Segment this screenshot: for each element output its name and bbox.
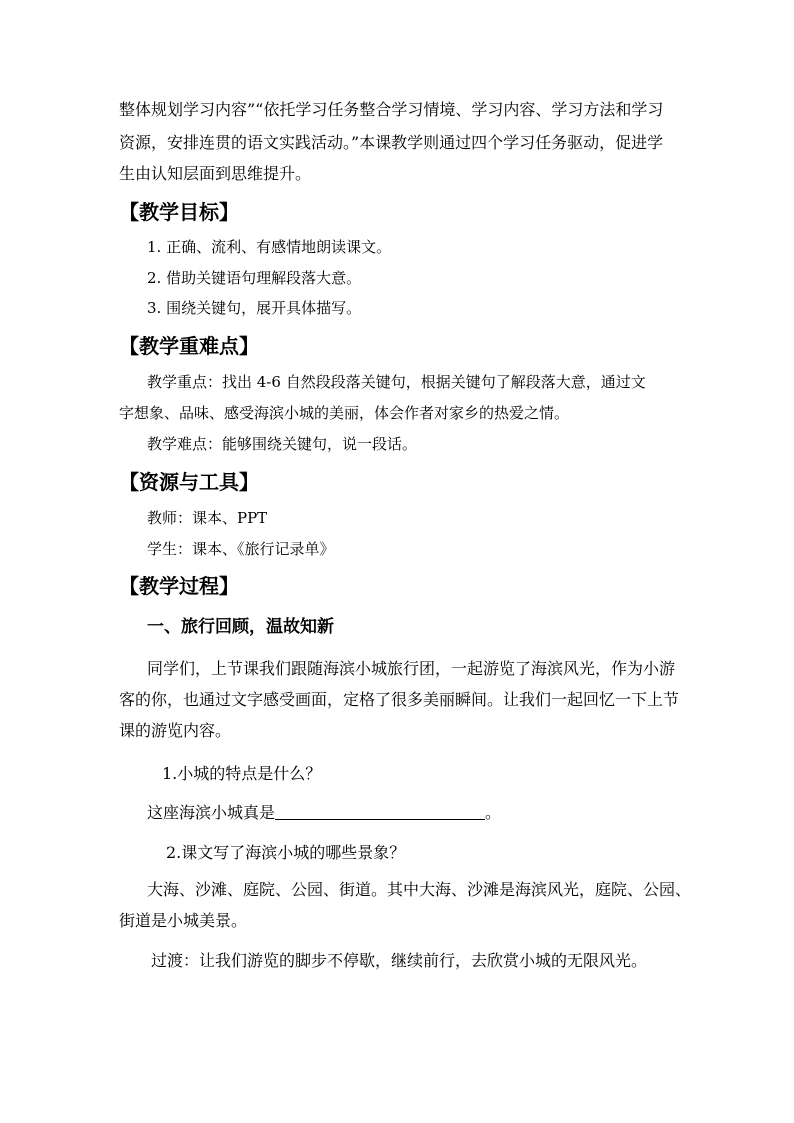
intro-line-1: 整体规划学习内容”“依托学习任务整合学习情境、学习内容、学习方法和学习: [119, 100, 664, 119]
objective-item-2: 2. 借助关键语句理解段落大意。: [147, 269, 362, 287]
resources-teacher: 教师：课本、PPT: [147, 509, 268, 527]
fill-in-suffix: 。: [485, 803, 502, 822]
fill-in-prefix: 这座海滨小城真是: [147, 803, 276, 822]
key-point-line-1: 教学重点：找出 4-6 自然段段落关键句，根据关键句了解段落大意，通过文: [147, 373, 646, 391]
answer-blank[interactable]: [275, 818, 485, 820]
objectives-heading: 【教学目标】: [119, 200, 239, 224]
question-1: 1.小城的特点是什么？: [162, 764, 322, 783]
resources-student: 学生：课本、《旅行记录单》: [147, 540, 335, 558]
objective-item-1: 1. 正确、流利、有感情地朗读课文。: [147, 238, 392, 256]
intro-line-3: 生由认知层面到思维提升。: [119, 164, 312, 183]
transition-text: 过渡：让我们游览的脚步不停歇，继续前行，去欣赏小城的无限风光。: [151, 951, 648, 970]
process-heading: 【教学过程】: [119, 574, 239, 598]
fill-in-blank-line: [147, 803, 501, 823]
key-point-line-2: 字想象、品味、感受海滨小城的美丽，体会作者对家乡的热爱之情。: [119, 404, 570, 422]
objective-item-3: 3. 围绕关键句，展开具体描写。: [147, 299, 362, 317]
section-1-para-line-3: 课的游览内容。: [119, 721, 232, 740]
section-1-para-line-1: 同学们，上节课我们跟随海滨小城旅行团，一起游览了海滨风光，作为小游: [147, 659, 676, 678]
answer-line-2: 街道是小城美景。: [119, 911, 248, 930]
key-difficult-heading: 【教学重难点】: [119, 334, 259, 358]
answer-line-1: 大海、沙滩、庭院、公园、街道。其中大海、沙滩是海滨风光，庭院、公园、: [147, 880, 692, 899]
question-2: 2.课文写了海滨小城的哪些景象？: [166, 843, 406, 862]
difficult-point: 教学难点：能够围绕关键句，说一段话。: [147, 435, 418, 453]
intro-line-2: 资源，安排连贯的语文实践活动。”本课教学则通过四个学习任务驱动，促进学: [119, 133, 664, 152]
resources-heading: 【资源与工具】: [119, 470, 259, 494]
section-1-title: 一、旅行回顾，温故知新: [147, 617, 334, 637]
section-1-para-line-2: 客的你，也通过文字感受画面，定格了很多美丽瞬间。让我们一起回忆一下上节: [119, 690, 680, 709]
